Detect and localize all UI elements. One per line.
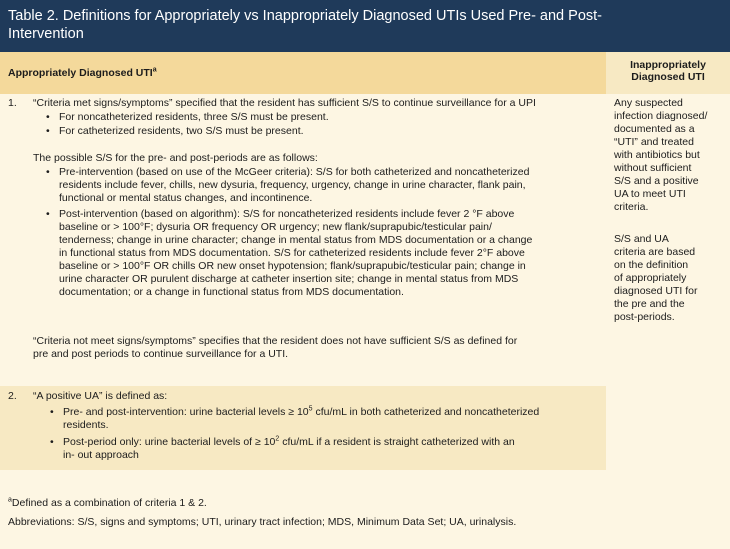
criteria-1-heading: “Criteria met signs/symptoms” specified that the resident has sufficient S/S to continue surveillance for a UPI [33, 97, 536, 109]
post-intervention-line: baseline or > 100°F; dysuria OR frequency OR urgency; new flank/suprapubic/testicular pain/ [59, 221, 492, 233]
header-left-sup: a [152, 66, 157, 74]
criteria-2-bullet-2 [63, 436, 515, 449]
post-intervention-line: baseline or > 100°F OR chills OR new onset hypotension; flank/suprapubic/testicular pain; change in [59, 260, 526, 272]
post-intervention-line: in functional status from MDS documentation. S/S for catheterized residents include fever 2°F above [59, 247, 525, 259]
right-text-line: on the definition [614, 259, 689, 271]
right-text-line: Any suspected [614, 97, 683, 109]
criteria-2-bullet-1 [63, 406, 539, 419]
right-text-line: S/S and a positive [614, 175, 699, 187]
pre-intervention-line: functional or mental status changes, and incontinence. [59, 192, 313, 204]
right-text-line: S/S and UA [614, 233, 669, 245]
criteria-2-number: 2. [8, 390, 17, 402]
bullet-icon: • [46, 111, 50, 123]
right-text-line: of appropriately [614, 272, 687, 284]
post-intervention-line: urine character OR purulent discharge at catheter insertion site; change in mental status from MDS [59, 273, 519, 285]
bullet-icon: • [46, 208, 50, 220]
table-title-line1: Table 2. Definitions for Appropriately vs Inappropriately Diagnosed UTIs Used Pre- and Post- [8, 8, 602, 24]
bullet-icon: • [50, 436, 54, 448]
right-text-line: criteria are based [614, 246, 696, 258]
right-text-line: with antibiotics but [614, 149, 700, 161]
footnote-a-text: Defined as a combination of criteria 1 & 2. [11, 497, 207, 509]
bullet-icon: • [46, 125, 50, 137]
header-right-line1: Inappropriately [630, 59, 706, 71]
post-intervention-line: documentation; or a change in functional status from MDS documentation. [59, 286, 404, 298]
right-text-line: UA to meet UTI [614, 188, 686, 200]
footnote-a-marker: a [8, 496, 12, 504]
bullet-icon: • [46, 166, 50, 178]
criteria-2-bullet-1-text: Pre- and post-intervention: urine bacterial levels ≥ 10 [63, 406, 309, 418]
criteria-1-number: 1. [8, 97, 17, 109]
criteria-1-bullet-2: For catheterized residents, two S/S must be present. [59, 125, 304, 137]
criteria-2-bullet-2-cont: in- out approach [63, 449, 139, 461]
criteria-2-bullet-1-rest: cfu/mL in both catheterized and noncatheterized [312, 406, 540, 418]
criteria-2-bullet-2-exponent: 2 [275, 435, 280, 443]
table-title-line2: Intervention [8, 26, 84, 42]
header-left-label: Appropriately Diagnosed UTI [8, 67, 153, 79]
header-inappropriately [606, 52, 730, 94]
right-text-line: “UTI” and treated [614, 136, 694, 148]
right-text-line: post-periods. [614, 311, 675, 323]
pre-intervention-line: Pre-intervention (based on use of the McGeer criteria): S/S for both catheterized and noncatheterized [59, 166, 530, 178]
pre-intervention-line: residents include fever, chills, new dysuria, frequency, urgency, change in urine character, flank pain, [59, 179, 526, 191]
post-intervention-line: Post-intervention (based on algorithm): S/S for noncatheterized residents include fever 2 °F above [59, 208, 515, 220]
right-text-line: documented as a [614, 123, 695, 135]
criteria-2-bullet-1-exponent: 5 [308, 405, 313, 413]
criteria-not-met-line: pre and post periods to continue surveillance for a UTI. [33, 348, 289, 360]
criteria-not-met-line: “Criteria not meet signs/symptoms” specifies that the resident does not have sufficient S/S as defined for [33, 335, 518, 347]
header-right-line2: Diagnosed UTI [631, 71, 705, 83]
right-text-line: criteria. [614, 201, 649, 213]
post-intervention-line: tenderness; change in urine character; change in mental status from MDS documentation or a change [59, 234, 533, 246]
header-appropriately [0, 52, 606, 94]
right-text-line: diagnosed UTI for [614, 285, 698, 297]
criteria-2-bullet-2-rest: cfu/mL if a resident is straight catheterized with an [279, 436, 515, 448]
possible-ss-intro: The possible S/S for the pre- and post-periods are as follows: [33, 152, 318, 164]
footnote-abbreviations: Abbreviations: S/S, signs and symptoms; UTI, urinary tract infection; MDS, Minimum Data Set; UA, urinalysis. [8, 516, 517, 528]
bullet-icon: • [50, 406, 54, 418]
right-text-line: without sufficient [614, 162, 692, 174]
right-text-line: infection diagnosed/ [614, 110, 708, 122]
criteria-2-heading: “A positive UA” is defined as: [33, 390, 168, 402]
criteria-2-bullet-1-cont: residents. [63, 419, 109, 431]
criteria-1-bullet-1: For noncatheterized residents, three S/S must be present. [59, 111, 329, 123]
criteria-2-bullet-2-text: Post-period only: urine bacterial levels of ≥ 10 [63, 436, 276, 448]
footnote-a [8, 497, 207, 510]
table-title [0, 0, 730, 52]
right-text-line: the pre and the [614, 298, 685, 310]
